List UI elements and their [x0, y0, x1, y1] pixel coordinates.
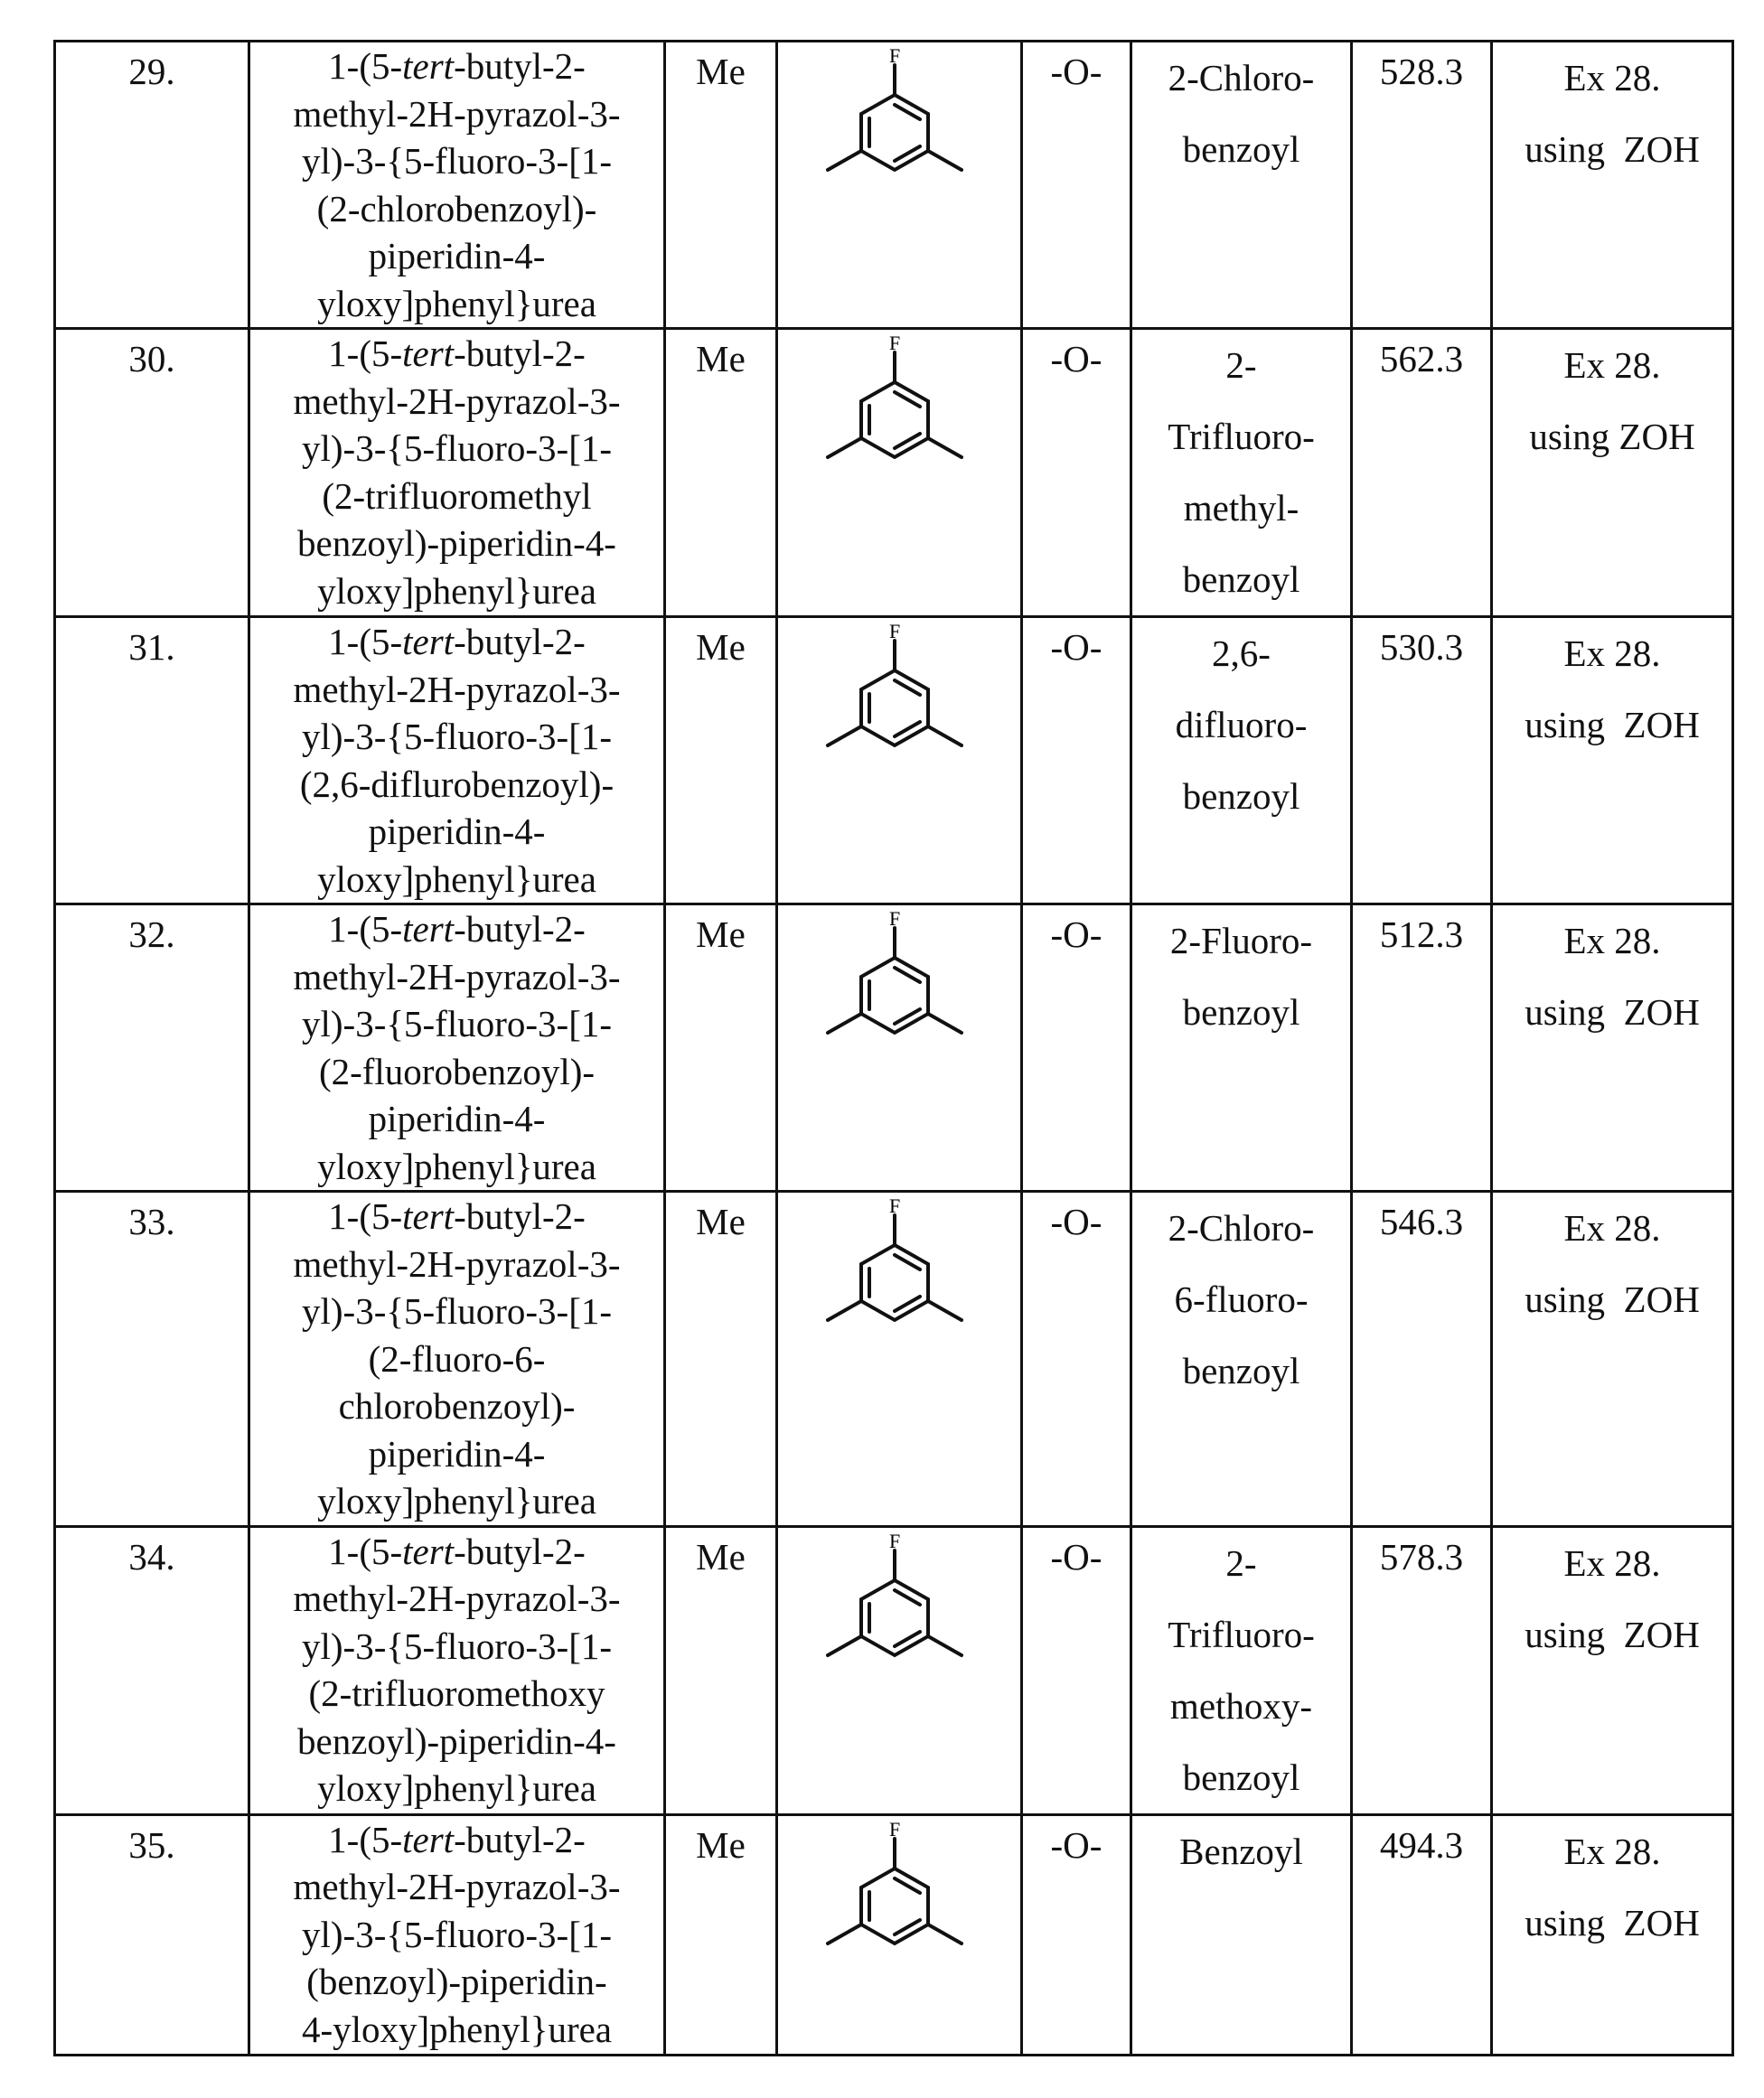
fluorophenyl-structure-icon — [822, 42, 976, 178]
method — [1492, 904, 1733, 1192]
acyl-line: Trifluoro- — [1132, 1599, 1350, 1671]
compound-name — [249, 1526, 665, 1814]
compound-name-line — [250, 1816, 663, 1864]
method-line: using ZOH — [1493, 401, 1731, 473]
table-row — [55, 617, 1733, 904]
name-italic: tert — [402, 1531, 454, 1572]
example-number: 32. — [55, 904, 249, 1192]
substituent-label: F — [889, 907, 900, 930]
acyl-line: Benzoyl — [1132, 1816, 1350, 1887]
r-group: Me — [665, 1526, 777, 1814]
compound-name-line — [250, 618, 663, 666]
compound-name-line: yloxy]phenyl}urea — [250, 280, 663, 328]
name-italic: tert — [402, 1819, 454, 1860]
structure-cell — [777, 329, 1022, 617]
method-line: using ZOH — [1493, 1264, 1731, 1335]
r-group: Me — [665, 1192, 777, 1527]
mass-value: 530.3 — [1352, 617, 1492, 904]
table-row — [55, 904, 1733, 1192]
compound-name-line: methyl-2H-pyrazol-3- — [250, 1575, 663, 1623]
name-prefix: 1-(5- — [328, 332, 402, 374]
name-suffix: -butyl-2- — [454, 1195, 586, 1237]
compound-name-line: piperidin-4- — [250, 808, 663, 856]
method-line: Ex 28. — [1493, 1193, 1731, 1264]
compound-name-line: methyl-2H-pyrazol-3- — [250, 90, 663, 138]
compound-name-line: yl)-3-{5-fluoro-3-[1- — [250, 137, 663, 185]
example-number: 35. — [55, 1814, 249, 2055]
compound-name-line: yloxy]phenyl}urea — [250, 1765, 663, 1812]
method-line: Ex 28. — [1493, 1528, 1731, 1599]
example-number: 31. — [55, 617, 249, 904]
compound-name-line: yl)-3-{5-fluoro-3-[1- — [250, 713, 663, 761]
compound-table — [53, 40, 1734, 2056]
mass-value: 494.3 — [1352, 1814, 1492, 2055]
compound-name-line: benzoyl)-piperidin-4- — [250, 520, 663, 567]
fluorophenyl-structure-icon — [822, 905, 976, 1041]
r-group: Me — [665, 904, 777, 1192]
example-number: 30. — [55, 329, 249, 617]
name-prefix: 1-(5- — [328, 1531, 402, 1572]
name-suffix: -butyl-2- — [454, 1531, 586, 1572]
method-line: using ZOH — [1493, 1887, 1731, 1959]
compound-name-line: piperidin-4- — [250, 1095, 663, 1143]
linker: -O- — [1022, 617, 1131, 904]
acyl-line: benzoyl — [1132, 114, 1350, 185]
fluorophenyl-structure-icon — [822, 1193, 976, 1328]
compound-name-line: chlorobenzoyl)- — [250, 1382, 663, 1430]
name-prefix: 1-(5- — [328, 621, 402, 662]
compound-name-line: (2-trifluoromethoxy — [250, 1670, 663, 1718]
fluorophenyl-structure-icon — [822, 1816, 976, 1952]
acyl-line: benzoyl — [1132, 1335, 1350, 1407]
name-prefix: 1-(5- — [328, 45, 402, 87]
compound-name-line: yloxy]phenyl}urea — [250, 856, 663, 904]
compound-name-line: benzoyl)-piperidin-4- — [250, 1718, 663, 1766]
structure-cell — [777, 1526, 1022, 1814]
compound-name-line: yl)-3-{5-fluoro-3-[1- — [250, 425, 663, 473]
acyl-line: methoxy- — [1132, 1671, 1350, 1742]
substituent-label: F — [889, 1194, 900, 1217]
name-suffix: -butyl-2- — [454, 621, 586, 662]
acyl-group — [1131, 1526, 1352, 1814]
fluorophenyl-structure-icon — [822, 330, 976, 465]
compound-name-line: (2-fluoro-6- — [250, 1335, 663, 1383]
name-prefix: 1-(5- — [328, 1195, 402, 1237]
example-number: 33. — [55, 1192, 249, 1527]
compound-name — [249, 329, 665, 617]
table-row — [55, 1814, 1733, 2055]
compound-name-line: yloxy]phenyl}urea — [250, 567, 663, 615]
acyl-line: benzoyl — [1132, 761, 1350, 832]
acyl-line: Trifluoro- — [1132, 401, 1350, 473]
method-line: Ex 28. — [1493, 330, 1731, 401]
acyl-line: 2- — [1132, 330, 1350, 401]
example-number: 34. — [55, 1526, 249, 1814]
name-suffix: -butyl-2- — [454, 45, 586, 87]
name-suffix: -butyl-2- — [454, 332, 586, 374]
mass-value: 578.3 — [1352, 1526, 1492, 1814]
compound-name-line: methyl-2H-pyrazol-3- — [250, 1241, 663, 1288]
compound-name-line: piperidin-4- — [250, 232, 663, 280]
acyl-line: difluoro- — [1132, 689, 1350, 761]
compound-name-line: (2-fluorobenzoyl)- — [250, 1048, 663, 1096]
structure-cell — [777, 904, 1022, 1192]
name-prefix: 1-(5- — [328, 1819, 402, 1860]
name-suffix: -butyl-2- — [454, 1819, 586, 1860]
acyl-group — [1131, 1814, 1352, 2055]
compound-name-line: (benzoyl)-piperidin- — [250, 1958, 663, 2006]
table-row — [55, 329, 1733, 617]
compound-name-line — [250, 42, 663, 90]
method-line: Ex 28. — [1493, 1816, 1731, 1887]
compound-name — [249, 617, 665, 904]
compound-name-line: (2-trifluoromethyl — [250, 473, 663, 520]
structure-cell — [777, 42, 1022, 329]
compound-name — [249, 904, 665, 1192]
r-group: Me — [665, 42, 777, 329]
method — [1492, 1192, 1733, 1527]
name-italic: tert — [402, 45, 454, 87]
compound-name-line: yl)-3-{5-fluoro-3-[1- — [250, 1623, 663, 1671]
substituent-label: F — [889, 620, 900, 642]
linker: -O- — [1022, 329, 1131, 617]
compound-name-line: yl)-3-{5-fluoro-3-[1- — [250, 1288, 663, 1335]
compound-name-line: methyl-2H-pyrazol-3- — [250, 666, 663, 714]
compound-name-line — [250, 1193, 663, 1241]
compound-name-line: (2,6-diflurobenzoyl)- — [250, 761, 663, 809]
acyl-line: 2-Chloro- — [1132, 42, 1350, 114]
compound-name-line — [250, 905, 663, 953]
acyl-line: methyl- — [1132, 473, 1350, 544]
compound-name-line: methyl-2H-pyrazol-3- — [250, 378, 663, 426]
compound-name — [249, 1192, 665, 1527]
compound-name-line — [250, 330, 663, 378]
table-row — [55, 1526, 1733, 1814]
table-row — [55, 42, 1733, 329]
mass-value: 528.3 — [1352, 42, 1492, 329]
mass-value: 512.3 — [1352, 904, 1492, 1192]
r-group: Me — [665, 329, 777, 617]
compound-name-line — [250, 1528, 663, 1576]
method-line: using ZOH — [1493, 977, 1731, 1048]
method-line: Ex 28. — [1493, 618, 1731, 689]
table-row — [55, 1192, 1733, 1527]
name-italic: tert — [402, 332, 454, 374]
compound-name-line: yloxy]phenyl}urea — [250, 1143, 663, 1191]
acyl-group — [1131, 617, 1352, 904]
substituent-label: F — [889, 1818, 900, 1840]
substituent-label: F — [889, 1530, 900, 1552]
compound-name-line: yl)-3-{5-fluoro-3-[1- — [250, 1911, 663, 1959]
mass-value: 546.3 — [1352, 1192, 1492, 1527]
name-italic: tert — [402, 621, 454, 662]
compound-name-line: piperidin-4- — [250, 1430, 663, 1478]
linker: -O- — [1022, 904, 1131, 1192]
acyl-line: 2-Chloro- — [1132, 1193, 1350, 1264]
acyl-group — [1131, 904, 1352, 1192]
acyl-line: 2-Fluoro- — [1132, 905, 1350, 977]
compound-name-line: yl)-3-{5-fluoro-3-[1- — [250, 1000, 663, 1048]
compound-name-line: (2-chlorobenzoyl)- — [250, 185, 663, 233]
acyl-group — [1131, 329, 1352, 617]
acyl-group — [1131, 1192, 1352, 1527]
acyl-line: benzoyl — [1132, 1742, 1350, 1813]
acyl-line: benzoyl — [1132, 544, 1350, 615]
mass-value: 562.3 — [1352, 329, 1492, 617]
compound-name — [249, 1814, 665, 2055]
method — [1492, 1814, 1733, 2055]
linker: -O- — [1022, 1814, 1131, 2055]
acyl-group — [1131, 42, 1352, 329]
method-line: Ex 28. — [1493, 42, 1731, 114]
substituent-label: F — [889, 332, 900, 354]
acyl-line: 6-fluoro- — [1132, 1264, 1350, 1335]
linker: -O- — [1022, 1526, 1131, 1814]
method-line: Ex 28. — [1493, 905, 1731, 977]
name-italic: tert — [402, 1195, 454, 1237]
r-group: Me — [665, 1814, 777, 2055]
linker: -O- — [1022, 1192, 1131, 1527]
compound-name-line: yloxy]phenyl}urea — [250, 1477, 663, 1525]
fluorophenyl-structure-icon — [822, 618, 976, 754]
acyl-line: 2- — [1132, 1528, 1350, 1599]
compound-name-line: 4-yloxy]phenyl}urea — [250, 2006, 663, 2054]
structure-cell — [777, 617, 1022, 904]
structure-cell — [777, 1192, 1022, 1527]
compound-name-line: methyl-2H-pyrazol-3- — [250, 1863, 663, 1911]
acyl-line: 2,6- — [1132, 618, 1350, 689]
name-prefix: 1-(5- — [328, 908, 402, 950]
method — [1492, 1526, 1733, 1814]
compound-name-line: methyl-2H-pyrazol-3- — [250, 953, 663, 1001]
structure-cell — [777, 1814, 1022, 2055]
method — [1492, 329, 1733, 617]
method — [1492, 42, 1733, 329]
name-suffix: -butyl-2- — [454, 908, 586, 950]
substituent-label: F — [889, 44, 900, 67]
acyl-line: benzoyl — [1132, 977, 1350, 1048]
linker: -O- — [1022, 42, 1131, 329]
method-line: using ZOH — [1493, 1599, 1731, 1671]
fluorophenyl-structure-icon — [822, 1528, 976, 1663]
method-line: using ZOH — [1493, 689, 1731, 761]
example-number: 29. — [55, 42, 249, 329]
name-italic: tert — [402, 908, 454, 950]
method-line: using ZOH — [1493, 114, 1731, 185]
method — [1492, 617, 1733, 904]
r-group: Me — [665, 617, 777, 904]
compound-name — [249, 42, 665, 329]
